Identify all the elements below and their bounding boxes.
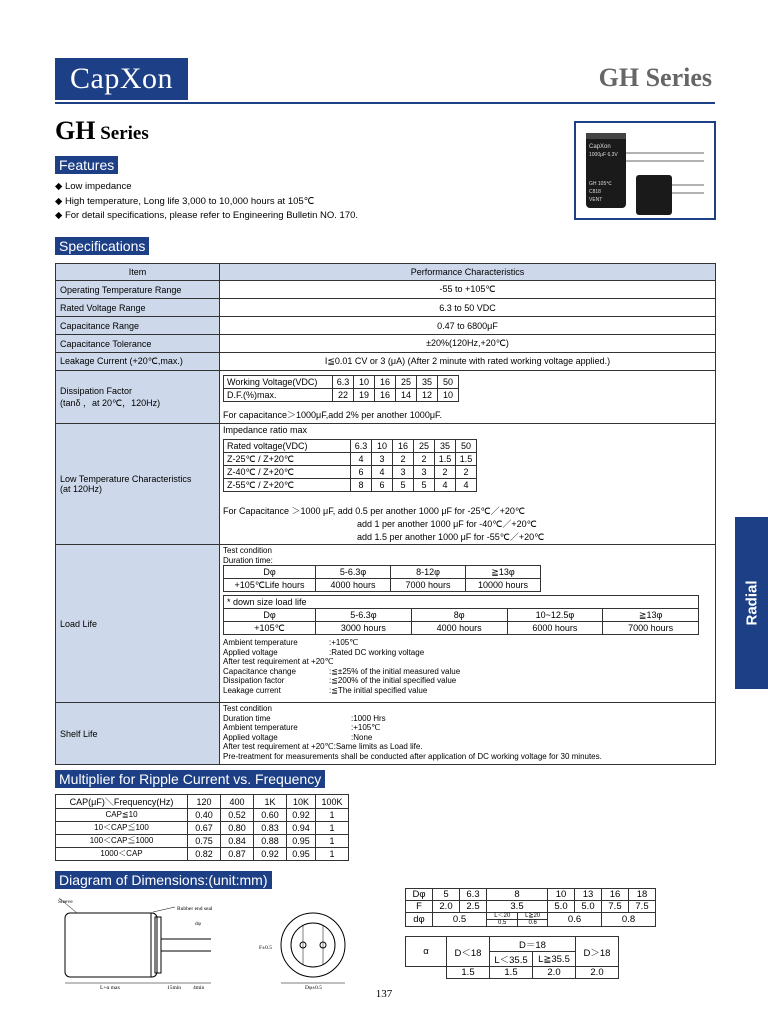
ltc-cell: 3: [414, 466, 435, 479]
ripple-cell: 120: [188, 795, 221, 809]
dim-cell: D＝18: [490, 937, 576, 952]
feature-item: ◆ Low impedance: [55, 181, 132, 192]
dim-cell: 1.5: [490, 967, 533, 979]
ll-val: :Rated DC working voltage: [329, 647, 425, 657]
spec-label: Operating Temperature Range: [56, 281, 220, 299]
df-cell: 10: [354, 376, 375, 389]
shelf-key: Duration time: [223, 713, 271, 723]
ltc-cell: 5: [414, 479, 435, 492]
ds-cell: 10~12.5φ: [507, 609, 603, 622]
dim-sub-label: L＜20: [487, 913, 517, 920]
ltc-label-1: Low Temperature Characteristics: [60, 474, 192, 484]
dim-cell: 10: [548, 889, 575, 901]
df-note: For capacitance＞1000μF,add 2% per another 1000μF.: [223, 410, 443, 420]
ripple-cell: 0.95: [287, 835, 316, 848]
photo-text-1: CapXon: [589, 144, 611, 150]
ripple-cell: 0.92: [287, 809, 316, 822]
spec-label: [56, 371, 220, 424]
ltc-cell: 1.5: [456, 453, 477, 466]
dim-cell: 1.5: [447, 967, 490, 979]
dim-cell: α: [406, 937, 447, 967]
shelf-key: Applied voltage: [223, 732, 278, 742]
brand-logo: CapXon: [55, 58, 188, 100]
dim-cell: 7.5: [629, 901, 656, 913]
spec-header-row: [56, 264, 716, 281]
ripple-cell: 0.92: [254, 848, 287, 861]
dim-cell: 7.5: [602, 901, 629, 913]
shelf-after: After test requirement at +20℃:Same limits as Load life.: [223, 742, 423, 751]
ltc-cell: [220, 424, 716, 545]
ripple-cell: 1: [316, 822, 349, 835]
dim-subcell: [487, 913, 518, 927]
ripple-cell: 400: [221, 795, 254, 809]
ll-cell: 7000 hours: [391, 579, 466, 592]
df-cell: Working Voltage(VDC): [224, 376, 333, 389]
dim-cell: 2.5: [460, 901, 487, 913]
ltc-cell: 4: [351, 453, 372, 466]
load-life-cell: [220, 545, 716, 703]
ripple-cell: 0.94: [287, 822, 316, 835]
dim-cell: dφ: [406, 913, 433, 927]
load-life-duration: Duration time:: [223, 555, 273, 565]
ripple-cell: 1K: [254, 795, 287, 809]
ds-cell: 5-6.3φ: [316, 609, 412, 622]
ltc-cell: 4: [456, 479, 477, 492]
spec-row: [56, 353, 716, 371]
ltc-cell: 16: [393, 440, 414, 453]
dim-cell: 5: [433, 889, 460, 901]
ll-cell: 4000 hours: [316, 579, 391, 592]
ds-cell: +105℃: [224, 622, 316, 635]
ripple-cell: 1000＜CAP: [56, 848, 188, 861]
ltc-note-3: add 1.5 per another 1000 μF for -55℃／+20℃: [357, 532, 545, 542]
features-heading: Features: [55, 156, 118, 174]
feature-item: ◆ For detail specifications, please refer to Engineering Bulletin NO. 170.: [55, 210, 359, 221]
ll-cell: Dφ: [224, 566, 316, 579]
ltc-cell: 25: [414, 440, 435, 453]
dim-cell: F: [406, 901, 433, 913]
dim-cell: D＞18: [576, 937, 619, 967]
dim-sub-label: L≧20: [518, 913, 547, 920]
ll-key: Dissipation factor: [223, 676, 285, 685]
spec-label: Capacitance Tolerance: [56, 335, 220, 353]
ltc-cell: Z-25℃ / Z+20℃: [224, 453, 351, 466]
title-small: Series: [95, 123, 149, 144]
ll-cell: 10000 hours: [466, 579, 541, 592]
spec-row-load-life: [56, 545, 716, 703]
dimension-table-1: [405, 888, 656, 927]
dim-cell: D＜18: [447, 937, 490, 967]
ripple-cell: 0.95: [287, 848, 316, 861]
df-cell: 25: [396, 376, 417, 389]
ltc-cell: 3: [372, 453, 393, 466]
spec-row: [56, 335, 716, 353]
dim-cell: 13: [575, 889, 602, 901]
spec-label: Shelf Life: [56, 703, 220, 765]
spec-label: Rated Voltage Range: [56, 299, 220, 317]
down-size-title: * down size load life: [224, 596, 699, 609]
spec-col-performance: Performance Characteristics: [220, 264, 716, 281]
spec-value: ±20%(120Hz,+20℃): [220, 335, 716, 353]
dim-cell: 16: [602, 889, 629, 901]
ripple-cell: 0.60: [254, 809, 287, 822]
ripple-cell: 0.80: [221, 822, 254, 835]
load-life-table: [223, 565, 541, 592]
dim-cell: Dφ: [406, 889, 433, 901]
photo-text-5: VENT: [589, 197, 603, 203]
ll-key: Capacitance change: [223, 666, 296, 676]
shelf-key: Ambient temperature: [223, 723, 298, 732]
ds-cell: 8φ: [411, 609, 507, 622]
ds-cell: 7000 hours: [603, 622, 699, 635]
ds-cell: Dφ: [224, 609, 316, 622]
df-label-2: (tanδ ，at 20℃，120Hz): [60, 397, 161, 408]
ltc-cell: 50: [456, 440, 477, 453]
df-table: [223, 375, 459, 402]
ripple-cell: 0.52: [221, 809, 254, 822]
ltc-label-2: (at 120Hz): [60, 484, 103, 494]
spec-col-item: Item: [56, 264, 220, 281]
spec-row: [56, 281, 716, 299]
ltc-cell: 5: [393, 479, 414, 492]
df-cell: 22: [333, 389, 354, 402]
df-cell: 6.3: [333, 376, 354, 389]
shelf-val: :+105℃: [351, 723, 381, 732]
d-diameter-label: Dφ±0.5: [305, 985, 323, 990]
ripple-heading: Multiplier for Ripple Current vs. Frequency: [55, 770, 325, 788]
dim-cell: 2.0: [533, 967, 576, 979]
ltc-cell: 3: [393, 466, 414, 479]
radial-side-tab: [735, 517, 768, 689]
dim-cell: 6.3: [460, 889, 487, 901]
ll-cell: 5-6.3φ: [316, 566, 391, 579]
ripple-cell: CAP(μF)＼Frequency(Hz): [56, 795, 188, 809]
dim-cell: 0.5: [433, 913, 487, 927]
ripple-cell: 100K: [316, 795, 349, 809]
dimensions-heading: Diagram of Dimensions:(unit:mm): [55, 871, 272, 889]
ll-cell: 8-12φ: [391, 566, 466, 579]
ripple-cell: 0.88: [254, 835, 287, 848]
photo-text-2: 1000μF 6.3V: [589, 152, 618, 158]
dim-cell: 2.0: [433, 901, 460, 913]
ds-cell: ≧13φ: [603, 609, 699, 622]
ll-val: :+105℃: [329, 638, 359, 647]
dim-cell: 3.5: [487, 901, 548, 913]
length-label: L+α max: [100, 985, 121, 990]
down-size-table: [223, 595, 699, 635]
spec-label: Load Life: [56, 545, 220, 703]
ltc-cell: 35: [435, 440, 456, 453]
dim-cell: 18: [629, 889, 656, 901]
sleeve-label: Sleeve: [58, 899, 73, 905]
ll-key: Applied voltage: [223, 647, 278, 657]
dim-cell: 0.8: [602, 913, 656, 927]
spec-value: 0.47 to 6800μF: [220, 317, 716, 335]
four-min-label: 4min: [193, 985, 205, 990]
ltc-cell: 10: [372, 440, 393, 453]
ltc-caption: Impedance ratio max: [223, 425, 308, 435]
ltc-cell: 2: [414, 453, 435, 466]
ll-val: :≦200% of the initial specified value: [329, 676, 457, 685]
dimension-table-2: [405, 936, 619, 979]
dim-cell: [406, 967, 447, 979]
dim-subcell: [518, 913, 548, 927]
ll-key: After test requirement at +20℃: [223, 657, 334, 666]
ltc-cell: 2: [435, 466, 456, 479]
dim-cell: L＜35.5: [490, 952, 533, 967]
ripple-cell: 10K: [287, 795, 316, 809]
series-header-label: GH Series: [598, 63, 712, 92]
spec-row-shelf-life: [56, 703, 716, 765]
photo-text-4: C818: [589, 189, 601, 195]
radial-label: Radial: [743, 580, 760, 626]
dim-cell: 5.0: [548, 901, 575, 913]
ll-cell: +105℃Life hours: [224, 579, 316, 592]
title-big: GH: [55, 116, 96, 145]
ltc-note-1: For Capacitance ＞1000 μF, add 0.5 per another 1000 μF for -25℃／+20℃: [223, 506, 526, 516]
spec-label: Leakage Current (+20℃,max.): [56, 353, 220, 371]
ltc-cell: 8: [351, 479, 372, 492]
shelf-life-cell: [220, 703, 716, 765]
spec-row: [56, 299, 716, 317]
dim-cell: L≧35.5: [533, 952, 576, 967]
ltc-cell: 2: [456, 466, 477, 479]
ltc-cell: 4: [435, 479, 456, 492]
ripple-cell: 100＜CAP≦1000: [56, 835, 188, 848]
ripple-cell: 0.40: [188, 809, 221, 822]
ripple-cell: 1: [316, 809, 349, 822]
ds-cell: 3000 hours: [316, 622, 412, 635]
ll-cell: ≧13φ: [466, 566, 541, 579]
dim-sub-value: 0.6: [528, 920, 537, 926]
spec-value: I≦0.01 CV or 3 (μA) (After 2 minute with rated working voltage applied.): [220, 353, 716, 371]
product-photo: [574, 121, 716, 220]
df-cell: 35: [417, 376, 438, 389]
feature-item: ◆ High temperature, Long life 3,000 to 10,000 hours at 105℃: [55, 195, 315, 207]
f-pitch-label: F±0.5: [259, 945, 272, 951]
spec-value: 6.3 to 50 VDC: [220, 299, 716, 317]
ltc-table: [223, 439, 477, 492]
ll-val: :≦The initial specified value: [329, 685, 428, 695]
df-cell: [220, 371, 716, 424]
spec-value: -55 to +105℃: [220, 281, 716, 299]
ltc-cell: 2: [393, 453, 414, 466]
dim-cell: 2.0: [576, 967, 619, 979]
df-cell: 50: [438, 376, 459, 389]
page-title: [55, 116, 149, 146]
dim-cell: 8: [487, 889, 548, 901]
dim-cell: 0.6: [548, 913, 602, 927]
ltc-cell: Z-55℃ / Z+20℃: [224, 479, 351, 492]
ltc-cell: 6: [372, 479, 393, 492]
rubber-seal-label: Rubber end seal: [177, 906, 213, 912]
ripple-cell: 0.84: [221, 835, 254, 848]
df-cell: 19: [354, 389, 375, 402]
d-lead-label: dφ: [195, 921, 201, 927]
spec-label: [56, 424, 220, 545]
page-number: 137: [375, 988, 393, 1000]
features-list: [55, 180, 358, 224]
df-cell: 10: [438, 389, 459, 402]
ripple-table: [55, 794, 349, 861]
specifications-heading: Specifications: [55, 237, 149, 255]
ripple-cell: 1: [316, 835, 349, 848]
ltc-cell: Rated voltage(VDC): [224, 440, 351, 453]
ltc-cell: 4: [372, 466, 393, 479]
df-cell: 16: [375, 389, 396, 402]
dim-sub-value: 0.5: [498, 920, 507, 926]
df-cell: 16: [375, 376, 396, 389]
dimension-drawing: [55, 895, 400, 990]
spec-row-low-temperature: [56, 424, 716, 545]
ripple-cell: 0.87: [221, 848, 254, 861]
ripple-cell: 10＜CAP≦100: [56, 822, 188, 835]
ripple-cell: 0.75: [188, 835, 221, 848]
ds-cell: 6000 hours: [507, 622, 603, 635]
df-cell: 14: [396, 389, 417, 402]
ripple-cell: 0.83: [254, 822, 287, 835]
shelf-pre: Pre-treatment for measurements shall be conducted after application of DC working voltage for 30 minutes.: [223, 751, 602, 761]
shelf-key: Test condition: [223, 704, 272, 713]
df-cell: D.F.(%)max.: [224, 389, 333, 402]
spec-row: [56, 317, 716, 335]
shelf-val: :None: [351, 732, 373, 742]
fifteen-min-label: 15min: [167, 985, 182, 990]
ltc-cell: 6: [351, 466, 372, 479]
ds-cell: 4000 hours: [411, 622, 507, 635]
ltc-cell: Z-40℃ / Z+20℃: [224, 466, 351, 479]
header-rule: [55, 102, 715, 104]
load-life-conditions: [223, 638, 712, 695]
df-label-1: Dissipation Factor: [60, 385, 133, 396]
ltc-cell: 6.3: [351, 440, 372, 453]
ripple-cell: CAP≦10: [56, 809, 188, 822]
ll-key: Leakage current: [223, 685, 281, 695]
spec-row-dissipation: [56, 371, 716, 424]
load-life-test: Test condition: [223, 546, 272, 555]
ripple-cell: 0.67: [188, 822, 221, 835]
df-cell: 12: [417, 389, 438, 402]
ll-val: :≦±25% of the initial measured value: [329, 666, 461, 676]
spec-label: Capacitance Range: [56, 317, 220, 335]
ltc-note-2: add 1 per another 1000 μF for -40℃／+20℃: [357, 519, 537, 529]
ripple-cell: 1: [316, 848, 349, 861]
ltc-cell: 1.5: [435, 453, 456, 466]
shelf-val: :1000 Hrs: [351, 713, 386, 723]
specifications-table: [55, 263, 716, 765]
photo-text-3: GH 105℃: [589, 181, 612, 187]
ll-key: Ambient temperature: [223, 638, 298, 647]
dim-cell: 5.0: [575, 901, 602, 913]
ripple-cell: 0.82: [188, 848, 221, 861]
